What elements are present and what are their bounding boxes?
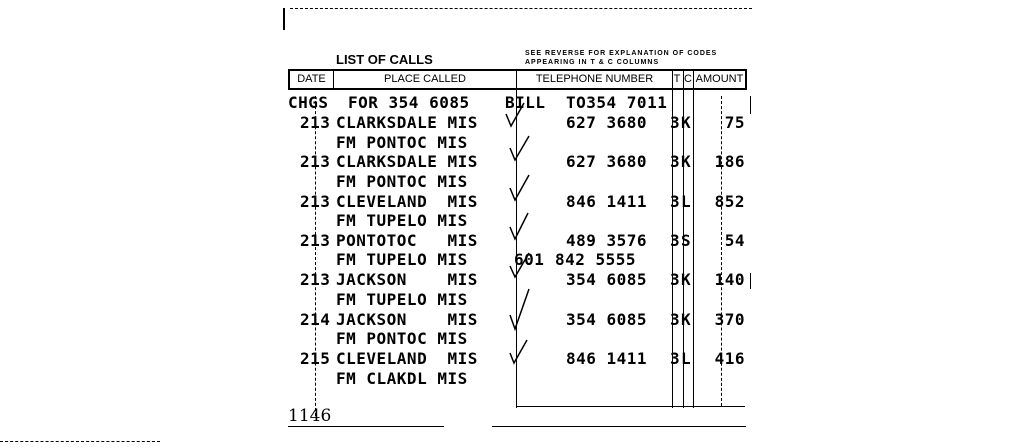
call-row-4-place: JACKSON MIS	[336, 270, 478, 289]
call-row-1-phone: 627 3680	[566, 152, 648, 171]
bill-label: BILL	[505, 93, 546, 112]
codes-note-line1: SEE REVERSE FOR EXPLANATION OF CODES	[525, 50, 718, 57]
column-header-date: DATE	[297, 73, 326, 85]
call-row-4-c: K	[681, 270, 692, 289]
call-row-5-c: K	[681, 310, 692, 329]
column-header-amount: AMOUNT	[695, 73, 744, 85]
header-top-rule	[288, 69, 747, 71]
call-row-0-c: K	[681, 113, 692, 132]
call-row-5-amount: 370	[714, 310, 745, 329]
call-row-6-date: 215	[300, 349, 331, 368]
charges-label: CHGS	[288, 93, 329, 112]
top-left-tick	[283, 8, 285, 30]
call-row-1-from: FM PONTOC MIS	[336, 172, 468, 191]
bottom-dashed-line	[0, 441, 160, 442]
call-row-2-place: CLEVELAND MIS	[336, 192, 478, 211]
check-mark-icon	[505, 172, 535, 202]
check-mark-icon	[505, 335, 535, 367]
bill-to-number: TO354 7011	[566, 93, 668, 112]
check-mark-icon	[505, 132, 535, 164]
call-row-1-date: 213	[300, 152, 331, 171]
call-row-6-c: L	[681, 349, 692, 368]
charges-for-number: FOR 354 6085	[348, 93, 470, 112]
check-mark-icon	[500, 100, 530, 130]
call-row-2-t: 3	[670, 192, 681, 211]
call-row-3-c: S	[681, 231, 692, 250]
call-row-6-t: 3	[670, 349, 681, 368]
call-row-0-t: 3	[670, 113, 681, 132]
call-row-6-phone: 846 1411	[566, 349, 648, 368]
check-mark-icon	[505, 210, 535, 242]
call-row-2-phone: 846 1411	[566, 192, 648, 211]
call-row-1-c: K	[681, 152, 692, 171]
call-row-0-date: 213	[300, 113, 331, 132]
call-row-4-from: FM TUPELO MIS	[336, 290, 468, 309]
call-row-3-t: 3	[670, 231, 681, 250]
call-row-1-place: CLARKSDALE MIS	[336, 152, 478, 171]
codes-note-line2: APPEARING IN T & C COLUMNS	[525, 59, 660, 66]
call-row-2-from: FM TUPELO MIS	[336, 211, 468, 230]
call-row-2-date: 213	[300, 192, 331, 211]
right-edge-mark-1	[750, 96, 751, 114]
top-dashed-line	[290, 8, 752, 9]
call-row-6-from: FM CLAKDL MIS	[336, 369, 468, 388]
call-row-5-place: JACKSON MIS	[336, 310, 478, 329]
call-row-2-amount: 852	[714, 192, 745, 211]
call-row-1-t: 3	[670, 152, 681, 171]
call-row-4-t: 3	[670, 270, 681, 289]
right-edge-mark-2	[750, 273, 751, 289]
call-row-3-extra-phone: 842 5555	[555, 250, 637, 269]
call-row-3-area: 601	[514, 250, 545, 269]
call-row-5-t: 3	[670, 310, 681, 329]
call-row-3-date: 213	[300, 231, 331, 250]
check-mark-icon	[505, 285, 535, 333]
call-row-4-amount: 140	[714, 270, 745, 289]
call-row-3-from: FM TUPELO MIS	[336, 250, 468, 269]
column-header-c: C	[684, 73, 692, 85]
bottom-rule	[517, 406, 745, 407]
date-dashed-line	[315, 96, 316, 416]
footer-number: 1146	[288, 406, 332, 426]
column-header-phone: TELEPHONE NUMBER	[535, 73, 654, 85]
form-title: LIST OF CALLS	[336, 52, 433, 67]
call-row-3-amount: 54	[724, 231, 745, 250]
call-row-2-c: L	[681, 192, 692, 211]
check-mark-icon	[505, 250, 535, 280]
call-row-3-place: PONTOTOC MIS	[336, 231, 478, 250]
call-row-5-phone: 354 6085	[566, 310, 648, 329]
call-row-6-place: CLEVELAND MIS	[336, 349, 478, 368]
amount-column-line	[693, 69, 694, 408]
footer-right-line	[492, 426, 746, 427]
header-bottom-rule	[288, 88, 747, 90]
call-row-0-phone: 627 3680	[566, 113, 648, 132]
call-row-5-date: 214	[300, 310, 331, 329]
call-row-6-amount: 416	[714, 349, 745, 368]
call-row-0-amount: 75	[724, 113, 745, 132]
footer-underline	[288, 426, 444, 427]
column-header-t: T	[673, 73, 681, 85]
call-row-3-phone: 489 3576	[566, 231, 648, 250]
call-row-0-place: CLARKSDALE MIS	[336, 113, 478, 132]
column-header-place: PLACE CALLED	[384, 73, 466, 85]
call-row-4-date: 213	[300, 270, 331, 289]
call-row-4-phone: 354 6085	[566, 270, 648, 289]
header-right-border	[745, 69, 747, 90]
call-row-1-amount: 186	[714, 152, 745, 171]
call-row-0-from: FM PONTOC MIS	[336, 133, 468, 152]
call-row-5-from: FM PONTOC MIS	[336, 329, 468, 348]
